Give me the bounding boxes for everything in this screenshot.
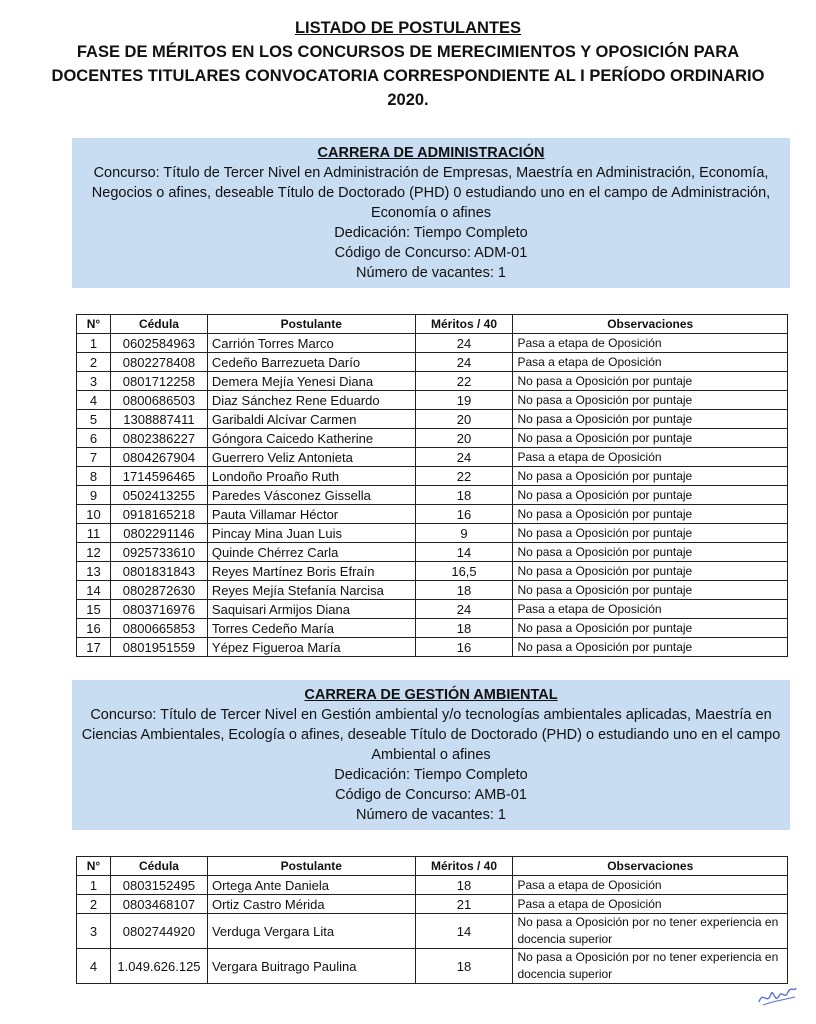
row-number: 6 (77, 429, 111, 448)
table-row (77, 638, 788, 657)
col-header-postulante: Postulante (207, 315, 415, 334)
meritos-cell: 9 (415, 524, 513, 543)
observaciones-cell: No pasa a Oposición por puntaje (513, 638, 788, 657)
cedula-cell: 0801712258 (110, 372, 207, 391)
meritos-cell: 18 (415, 949, 513, 984)
career-info-box-administracion (72, 138, 790, 288)
observaciones-cell: No pasa a Oposición por puntaje (513, 581, 788, 600)
table-row (77, 334, 788, 353)
cedula-cell: 0800665853 (110, 619, 207, 638)
dedicacion: Dedicación: Tiempo Completo (334, 225, 528, 241)
document-header (40, 16, 776, 112)
observaciones-cell: No pasa a Oposición por puntaje (513, 543, 788, 562)
meritos-cell: 14 (415, 914, 513, 949)
table-row (77, 429, 788, 448)
row-number: 2 (77, 353, 111, 372)
cedula-cell: 0803716976 (110, 600, 207, 619)
observaciones-cell: Pasa a etapa de Oposición (513, 895, 788, 914)
signature-mark (755, 980, 799, 1010)
codigo-concurso: Código de Concurso: AMB-01 (335, 787, 527, 803)
table-row (77, 949, 788, 984)
observaciones-cell: Pasa a etapa de Oposición (513, 600, 788, 619)
observaciones-cell: Pasa a etapa de Oposición (513, 353, 788, 372)
header-line-3: 2020. (387, 91, 429, 109)
row-number: 14 (77, 581, 111, 600)
meritos-cell: 16,5 (415, 562, 513, 581)
observaciones-cell: Pasa a etapa de Oposición (513, 876, 788, 895)
row-number: 5 (77, 410, 111, 429)
col-header-meritos: Méritos / 40 (415, 857, 513, 876)
cedula-cell: 1.049.626.125 (110, 949, 207, 984)
col-header-meritos: Méritos / 40 (415, 315, 513, 334)
applicants-table-administracion (76, 314, 788, 657)
table-row (77, 619, 788, 638)
observaciones-cell: Pasa a etapa de Oposición (513, 448, 788, 467)
career-title: CARRERA DE GESTIÓN AMBIENTAL (304, 687, 558, 703)
col-header-postulante: Postulante (207, 857, 415, 876)
col-header-n: N° (77, 315, 111, 334)
table-row (77, 914, 788, 949)
row-number: 10 (77, 505, 111, 524)
row-number: 9 (77, 486, 111, 505)
postulante-cell: Torres Cedeño María (207, 619, 415, 638)
meritos-cell: 24 (415, 353, 513, 372)
row-number: 3 (77, 372, 111, 391)
table-header-row (77, 315, 788, 334)
table-row (77, 353, 788, 372)
observaciones-cell: No pasa a Oposición por no tener experiencia en docencia superior (513, 949, 788, 984)
postulante-cell: Garibaldi Alcívar Carmen (207, 410, 415, 429)
row-number: 2 (77, 895, 111, 914)
meritos-cell: 16 (415, 505, 513, 524)
applicants-table-gestion-ambiental (76, 856, 788, 984)
postulante-cell: Ortega Ante Daniela (207, 876, 415, 895)
observaciones-cell: No pasa a Oposición por puntaje (513, 410, 788, 429)
career-info-box-gestion-ambiental (72, 680, 790, 830)
row-number: 16 (77, 619, 111, 638)
row-number: 4 (77, 949, 111, 984)
table-row (77, 448, 788, 467)
col-header-n: N° (77, 857, 111, 876)
observaciones-cell: Pasa a etapa de Oposición (513, 334, 788, 353)
postulante-cell: Reyes Martínez Boris Efraín (207, 562, 415, 581)
meritos-cell: 18 (415, 876, 513, 895)
meritos-cell: 18 (415, 581, 513, 600)
cedula-cell: 0803468107 (110, 895, 207, 914)
observaciones-cell: No pasa a Oposición por puntaje (513, 524, 788, 543)
table-row (77, 524, 788, 543)
table-row (77, 876, 788, 895)
table-row (77, 486, 788, 505)
postulante-cell: Diaz Sánchez Rene Eduardo (207, 391, 415, 410)
row-number: 13 (77, 562, 111, 581)
table-header-row (77, 857, 788, 876)
meritos-cell: 20 (415, 410, 513, 429)
meritos-cell: 16 (415, 638, 513, 657)
cedula-cell: 0502413255 (110, 486, 207, 505)
observaciones-cell: No pasa a Oposición por puntaje (513, 372, 788, 391)
career-title: CARRERA DE ADMINISTRACIÓN (317, 145, 545, 161)
meritos-cell: 18 (415, 486, 513, 505)
postulante-cell: Ortiz Castro Mérida (207, 895, 415, 914)
table-row (77, 562, 788, 581)
postulante-cell: Cedeño Barrezueta Darío (207, 353, 415, 372)
meritos-cell: 18 (415, 619, 513, 638)
postulante-cell: Pincay Mina Juan Luis (207, 524, 415, 543)
meritos-cell: 24 (415, 600, 513, 619)
postulante-cell: Pauta Villamar Héctor (207, 505, 415, 524)
cedula-cell: 0602584963 (110, 334, 207, 353)
meritos-cell: 20 (415, 429, 513, 448)
table-row (77, 543, 788, 562)
row-number: 11 (77, 524, 111, 543)
codigo-concurso: Código de Concurso: ADM-01 (334, 245, 528, 261)
row-number: 7 (77, 448, 111, 467)
observaciones-cell: No pasa a Oposición por puntaje (513, 391, 788, 410)
cedula-cell: 0918165218 (110, 505, 207, 524)
row-number: 12 (77, 543, 111, 562)
header-line-2: DOCENTES TITULARES CONVOCATORIA CORRESPONDIENTE AL I PERÍODO ORDINARIO (51, 67, 765, 85)
observaciones-cell: No pasa a Oposición por puntaje (513, 619, 788, 638)
table-row (77, 581, 788, 600)
postulante-cell: Reyes Mejía Stefanía Narcisa (207, 581, 415, 600)
concurso-description: Concurso: Título de Tercer Nivel en Gestión ambiental y/o tecnologías ambientales aplicadas, Maestría en Ciencias Ambientales, Ecología o afines, deseable Título de Doctorado (PHD) o estudiando uno en el campo Ambiental o afines (81, 707, 781, 763)
cedula-cell: 0802872630 (110, 581, 207, 600)
cedula-cell: 0801831843 (110, 562, 207, 581)
table-row (77, 391, 788, 410)
document-title: LISTADO DE POSTULANTES (294, 19, 522, 37)
row-number: 17 (77, 638, 111, 657)
cedula-cell: 0802744920 (110, 914, 207, 949)
postulante-cell: Guerrero Veliz Antonieta (207, 448, 415, 467)
postulante-cell: Vergara Buitrago Paulina (207, 949, 415, 984)
col-header-observaciones: Observaciones (513, 315, 788, 334)
table-row (77, 505, 788, 524)
meritos-cell: 24 (415, 334, 513, 353)
header-line-1: FASE DE MÉRITOS EN LOS CONCURSOS DE MERECIMIENTOS Y OPOSICIÓN PARA (76, 43, 740, 61)
postulante-cell: Yépez Figueroa María (207, 638, 415, 657)
col-header-cedula: Cédula (110, 857, 207, 876)
table-row (77, 600, 788, 619)
observaciones-cell: No pasa a Oposición por no tener experiencia en docencia superior (513, 914, 788, 949)
meritos-cell: 21 (415, 895, 513, 914)
cedula-cell: 0801951559 (110, 638, 207, 657)
table-row (77, 410, 788, 429)
cedula-cell: 0803152495 (110, 876, 207, 895)
meritos-cell: 19 (415, 391, 513, 410)
cedula-cell: 0925733610 (110, 543, 207, 562)
col-header-observaciones: Observaciones (513, 857, 788, 876)
observaciones-cell: No pasa a Oposición por puntaje (513, 505, 788, 524)
col-header-cedula: Cédula (110, 315, 207, 334)
row-number: 1 (77, 334, 111, 353)
dedicacion: Dedicación: Tiempo Completo (334, 767, 528, 783)
meritos-cell: 22 (415, 467, 513, 486)
cedula-cell: 1308887411 (110, 410, 207, 429)
concurso-description: Concurso: Título de Tercer Nivel en Administración de Empresas, Maestría en Administración, Economía, Negocios o afines, deseable Título de Doctorado (PHD) 0 estudiando uno en el campo de Administración, Economía o afines (91, 165, 771, 221)
postulante-cell: Paredes Vásconez Gissella (207, 486, 415, 505)
row-number: 1 (77, 876, 111, 895)
table-row (77, 895, 788, 914)
row-number: 8 (77, 467, 111, 486)
meritos-cell: 24 (415, 448, 513, 467)
meritos-cell: 14 (415, 543, 513, 562)
cedula-cell: 0802278408 (110, 353, 207, 372)
numero-vacantes: Número de vacantes: 1 (356, 807, 506, 823)
postulante-cell: Góngora Caicedo Katherine (207, 429, 415, 448)
observaciones-cell: No pasa a Oposición por puntaje (513, 429, 788, 448)
table-row (77, 467, 788, 486)
observaciones-cell: No pasa a Oposición por puntaje (513, 467, 788, 486)
table-row (77, 372, 788, 391)
postulante-cell: Saquisari Armijos Diana (207, 600, 415, 619)
postulante-cell: Londoño Proaño Ruth (207, 467, 415, 486)
observaciones-cell: No pasa a Oposición por puntaje (513, 486, 788, 505)
cedula-cell: 0804267904 (110, 448, 207, 467)
postulante-cell: Carrión Torres Marco (207, 334, 415, 353)
cedula-cell: 1714596465 (110, 467, 207, 486)
cedula-cell: 0800686503 (110, 391, 207, 410)
row-number: 3 (77, 914, 111, 949)
cedula-cell: 0802291146 (110, 524, 207, 543)
cedula-cell: 0802386227 (110, 429, 207, 448)
postulante-cell: Quinde Chérrez Carla (207, 543, 415, 562)
postulante-cell: Demera Mejía Yenesi Diana (207, 372, 415, 391)
numero-vacantes: Número de vacantes: 1 (356, 265, 506, 281)
meritos-cell: 22 (415, 372, 513, 391)
observaciones-cell: No pasa a Oposición por puntaje (513, 562, 788, 581)
row-number: 4 (77, 391, 111, 410)
postulante-cell: Verduga Vergara Lita (207, 914, 415, 949)
row-number: 15 (77, 600, 111, 619)
